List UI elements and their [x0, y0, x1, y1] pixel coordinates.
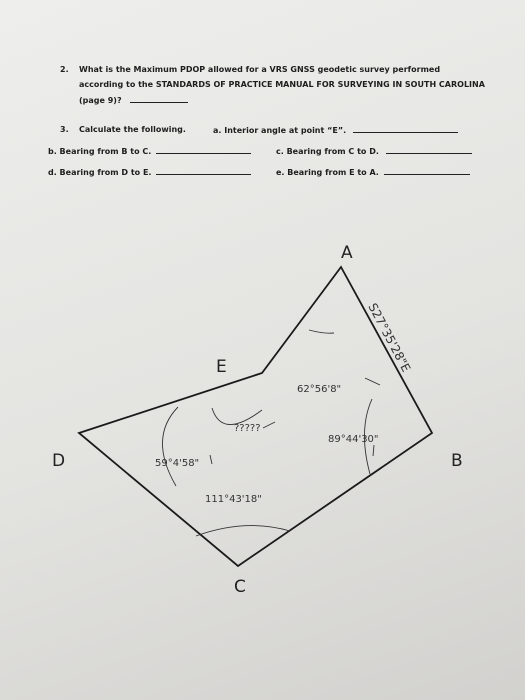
angle-arc-c: [196, 526, 290, 536]
question-3e-label: e. Bearing from E to A.: [276, 168, 379, 177]
angle-d-leader: [210, 455, 212, 464]
question-3d-label: d. Bearing from D to E.: [48, 168, 152, 177]
angle-b-leader: [373, 445, 374, 456]
angle-e-leader: [263, 422, 275, 428]
angle-arc-a: [309, 330, 334, 333]
question-3-number: 3.: [60, 125, 69, 134]
angle-c-value: 111°43'18": [205, 494, 262, 505]
angle-e-value: ?????: [234, 423, 261, 434]
point-b-label: B: [451, 451, 463, 471]
angle-a-value: 62°56'8": [297, 384, 342, 395]
bearing-ab-label: S27°35'28"E: [365, 300, 414, 375]
question-2-line-3: (page 9)?: [79, 96, 122, 105]
question-3b-label: b. Bearing from B to C.: [48, 147, 152, 156]
angle-d-value: 59°4'58": [155, 458, 200, 469]
question-3a-label: a. Interior angle at point “E”.: [213, 126, 347, 135]
angle-arc-d: [162, 407, 178, 486]
point-d-label: D: [52, 451, 66, 471]
point-a-label: A: [341, 243, 353, 263]
point-c-label: C: [234, 577, 246, 597]
question-2-line-1: What is the Maximum PDOP allowed for a VRS GNSS geodetic survey performed: [79, 65, 441, 74]
angle-a-leader: [365, 378, 380, 385]
question-2-number: 2.: [60, 65, 69, 74]
angle-b-value: 89°44'30": [328, 434, 379, 445]
point-e-label: E: [216, 357, 227, 377]
question-2-line-2: according to the STANDARDS OF PRACTICE MANUAL FOR SURVEYING IN SOUTH CAROLINA: [79, 80, 485, 89]
question-3c-label: c. Bearing from C to D.: [276, 147, 379, 156]
question-3-intro: Calculate the following.: [79, 125, 186, 134]
